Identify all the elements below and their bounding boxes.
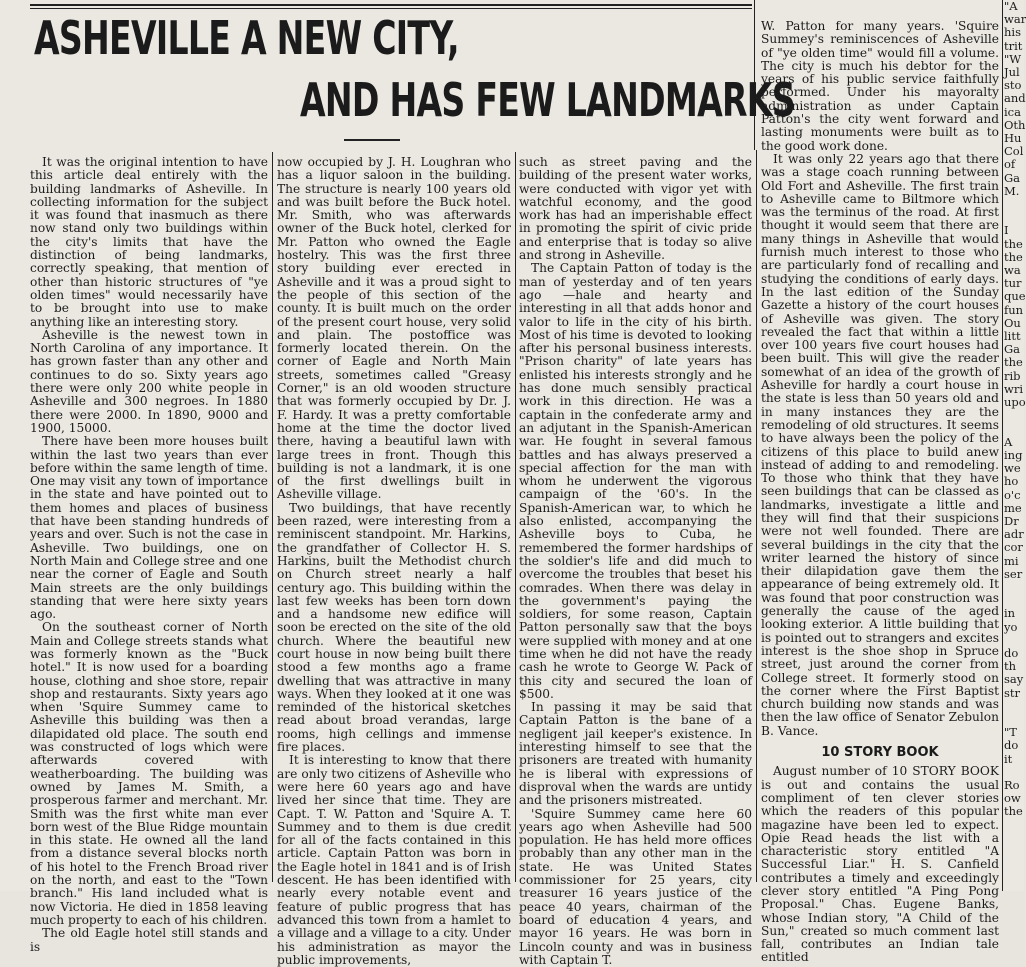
headline-separator	[344, 139, 400, 141]
edge-fragment-line: ica	[1004, 104, 1021, 119]
edge-fragment-line	[1004, 409, 1024, 422]
edge-fragment-line: que	[1004, 289, 1026, 304]
article-paragraph: 'Squire Summey came here 60 years ago when Asheville had 500 population. He has held more offices probably than any other man in the state. He was United States commissioner for 25 years, city treasurer 16 years justice of the peace 40 years, chairman of the board of education 4 years, and mayor 16 years. He was born in Lincoln county and was in business with Captain T.	[519, 806, 752, 967]
edge-fragment-line: Hu	[1004, 131, 1022, 146]
headline-line-1: ASHEVILLE A NEW CITY,	[34, 11, 459, 65]
edge-fragment-line: "T	[1004, 725, 1017, 740]
edge-fragment-line: trit	[1004, 38, 1023, 53]
column-rule-3	[756, 150, 757, 882]
article-column-3	[519, 155, 752, 967]
edge-fragment-line: do	[1004, 738, 1019, 753]
article-paragraph: W. Patton for many years. 'Squire Summey's reminiscences of Asheville of "ye olden time" would fill a volume. The city is much his debtor for the years of his public service faithfully performed. Under his mayoralty administration as under Captain Patton's the city went forward and lasting monuments were built as to the good work done.	[761, 19, 999, 153]
edge-fragment-line: fun	[1004, 302, 1024, 317]
edge-fragment-line: wri	[1004, 381, 1024, 396]
edge-fragment-line: "W	[1004, 51, 1022, 66]
article-paragraph: In passing it may be said that Captain Patton is the bane of a negligent jail keeper's existence. In interesting himself to see that the prisoners are treated with humanity he is liberal with expressions of disproval when the wards are untidy and the prisoners mistreated.	[519, 700, 752, 808]
edge-fragment-line	[1004, 700, 1024, 713]
headline-line-2: AND HAS FEW LANDMARKS	[300, 73, 795, 127]
edge-fragment-line: ing	[1004, 447, 1023, 462]
edge-fragment-line: str	[1004, 685, 1021, 700]
edge-fragment-line: wa	[1004, 263, 1021, 278]
edge-fragment-line: A	[1004, 434, 1013, 449]
edge-fragment-line: it	[1004, 751, 1013, 766]
edge-fragment-line: Jul	[1004, 65, 1020, 80]
edge-fragment-line	[1004, 634, 1024, 647]
article-paragraph: It was the original intention to have this article deal entirely with the building landmarks of Asheville. In collecting information for the subject it was found that inasmuch as there now stand only two buildings within the city's limits that have the distinction of being landmarks, correctly speaking, that mention of other than historic structures of "ye olden times" would necessarily have to be brought into use to make anything like an interesting story.	[30, 155, 268, 329]
edge-fragment-line: the	[1004, 804, 1023, 819]
edge-fragment-line: rib	[1004, 368, 1021, 383]
article-paragraph: now occupied by J. H. Loughran who has a liquor saloon in the building. The structure is nearly 100 years old and was built before the Buck hotel. Mr. Smith, who was afterwards owner of the Buck hotel, clerked for Mr. Patton who owned the Eagle hostelry. This was the first three story building ever erected in Asheville and it was a proud sight to the people of this section of the county. It is built much on the order of the present court house, very solid and plain. The postoffice was formerly located therein. On the corner of Eagle and North Main streets, sometimes called "Greasy Corner," is an old wooden structure that was formerly occupied by Dr. J. F. Hardy. It was a pretty comfortable home at the time the doctor lived there, having a beautiful lawn with large trees in front. Though this building is not a landmark, it is one of the first dwellings built in Asheville village.	[277, 155, 511, 502]
edge-fragment-line: I	[1004, 223, 1009, 238]
top-rule	[30, 4, 752, 6]
edge-fragment-line: Col	[1004, 144, 1024, 159]
edge-fragment-line: Oth	[1004, 117, 1026, 132]
article-column-2	[277, 155, 511, 967]
article-paragraph: On the southeast corner of North Main and College streets stands what was formerly known as the "Buck hotel." It is now used for a boarding house, clothing and shoe store, repair shop and restaurants. Sixty years ago when 'Squire Summey came to Asheville this building was then a dilapidated old place. The south end was constructed of logs which were afterwards covered with weatherboarding. The building was owned by James M. Smith, a prosperous farmer and merchant. Mr. Smith was the first white man ever born west of the Blue Ridge mountain in this state. He owned all the land from a distance several blocks north of his hotel to the French Broad river on the north, and east to the "Town branch." His land included what is now Victoria. He died in 1858 leaving much property to each of his children.	[30, 620, 268, 927]
edge-fragment-line: we	[1004, 461, 1021, 476]
edge-fragment-line: Dr	[1004, 513, 1019, 528]
edge-fragment-line: Ga	[1004, 342, 1021, 357]
edge-fragment-line: me	[1004, 500, 1022, 515]
edge-fragment-line: ser	[1004, 566, 1023, 581]
edge-fragment-line: the	[1004, 249, 1023, 264]
article-column-1	[30, 155, 268, 954]
edge-fragment-line: do	[1004, 645, 1019, 660]
article-paragraph: August number of 10 STORY BOOK is out and contains the usual compliment of ten clever stories which the readers of this popular magazine have been led to expect. Opie Read heads the list with a characteristic story entitled "A Successful Liar." H. S. Canfield contributes a timely and exceedingly clever story entitled "A Ping Pong Proposal." Chas. Eugene Banks, whose Indian story, "A Child of the Sun," created so much comment last fall, contributes an Indian tale entitled	[761, 764, 999, 965]
edge-fragment-line: cor	[1004, 540, 1023, 555]
edge-fragment-line: sto	[1004, 78, 1022, 93]
edge-fragment-line: and	[1004, 91, 1026, 106]
edge-fragment-line	[1004, 423, 1024, 436]
edge-fragment-line: th	[1004, 659, 1017, 674]
column-rule-2	[515, 152, 516, 882]
subhead-10-story-book: 10 STORY BOOK	[821, 745, 939, 761]
edge-fragment-line: ow	[1004, 791, 1021, 806]
edge-fragment-line: in	[1004, 606, 1016, 621]
article-paragraph: Two buildings, that have recently been razed, were interesting from a reminiscent standpoint. Mr. Harkins, the grandfather of Collector H. S. Harkins, built the Methodist church on Church street nearly a half century ago. This building within the last few weeks has been torn down and a handsome new edifice will soon be erected on the site of the old church. Where the beautiful new court house in now being built there stood a few months ago a frame dwelling that was attractive in many ways. When they looked at it one was reminded of the historical sketches read about broad verandas, large rooms, high cellings and immense fire places.	[277, 500, 511, 755]
edge-fragment-line: mi	[1004, 553, 1019, 568]
edge-fragment-line: ho	[1004, 474, 1019, 489]
edge-fragment-line: adr	[1004, 527, 1024, 542]
edge-fragment-line: Ro	[1004, 777, 1020, 792]
article-paragraph: such as street paving and the building of the present water works, were conducted with vigor yet with watchful economy, and the good work has had an imperishable effect in promoting the spirit of civic pride and enterprise that is today so alive and strong in Asheville.	[519, 155, 752, 263]
article-paragraph: There have been more houses built within the last two years than ever before within the same length of time. One may visit any town of importance in the state and have pointed out to them homes and places of business that have been standing hundreds of years and over. Such is not the case in Asheville. Two buildings, one on North Main and College stree and one near the corner of Eagle and South Main streets are the only buildings standing that were here sixty years ago.	[30, 434, 268, 622]
edge-fragment-line: yo	[1004, 619, 1018, 634]
edge-fragment-line	[1004, 766, 1024, 779]
edge-fragment-line: tur	[1004, 276, 1022, 291]
edge-fragment-line: say	[1004, 672, 1024, 687]
column-rule-1	[272, 152, 273, 882]
edge-fragment-line: "A	[1004, 0, 1018, 13]
edge-fragment-line: upo	[1004, 395, 1026, 410]
edge-fragment-line: the	[1004, 355, 1023, 370]
article-paragraph: Asheville is the newest town in North Carolina of any importance. It has grown faster than any other and continues to do so. Sixty years ago there were only 200 white people in Asheville and 300 negroes. In 1880 there were 2000. In 1890, 9000 and 1900, 15000.	[30, 327, 268, 435]
edge-fragment-line: Ga	[1004, 170, 1021, 185]
adjacent-column-fragment	[1004, 0, 1024, 891]
edge-fragment-line: o'c	[1004, 487, 1021, 502]
edge-fragment-line: of	[1004, 157, 1016, 172]
edge-fragment-line: Ou	[1004, 315, 1021, 330]
edge-fragment-line: M.	[1004, 183, 1020, 198]
article-paragraph: It was only 22 years ago that there was a stage coach running between Old Fort and Asheville. The first train to Asheville came to Biltmore which was the terminus of the road. At first thought it would seem that there are many things in Asheville that would furnish much interest to those who are particularly fond of recalling and studying the conditions of early days. In the last edition of the Sunday Gazette a history of the court houses of Asheville was given. The story revealed the fact that within a little over 100 years five court houses had been built. This will give the reader somewhat of an idea of the growth of Asheville for hardly a court house in the state is less than 50 years old and in many instances they are the remodeling of old structures. It seems to have always been the policy of the citizens of this place to build anew instead of adding to and remodeling. To those who think that they have seen buildings that can be classed as landmarks, investigate a little and they will find that their suspicions were not well founded. There are several buildings in the city that the writer learned the history of since their dilapidation gave them the appearance of being extremely old. It was found that poor construction was generally the cause of the aged looking exterior. A little building that is pointed out to strangers and excites interest is the shoe shop in Spruce street, just around the corner from College street. It formerly stood on the corner where the First Baptist church building now stands and was then the law office of Senator Zebulon B. Vance.	[761, 151, 999, 738]
article-paragraph: The old Eagle hotel still stands and is	[30, 926, 268, 954]
edge-fragment-line: litt	[1004, 329, 1021, 344]
column-rule-4	[1002, 0, 1003, 891]
edge-fragment-line: his	[1004, 25, 1021, 40]
article-column-4	[761, 19, 999, 965]
edge-fragment-line: war	[1004, 12, 1026, 27]
edge-fragment-line: the	[1004, 236, 1023, 251]
article-paragraph: The Captain Patton of today is the man of yesterday and of ten years ago —hale and hearty and interesting in all that adds honor and valor to life in the city of his birth. Most of his time is devoted to looking after his personal business interests. "Prison charity" of late years has enlisted his interests strongly and he has done much sensibly practical work in this direction. He was a captain in the confederate army and an adjutant in the Spanish-American war. He fought in several famous battles and has always preserved a special affection for the man with whom he underwent the vigorous campaign of the '60's. In the Spanish-American war, to which he also enlisted, accompanying the Asheville boys to Cuba, he remembered the former hardships of the soldier's life and did much to overcome the troubles that beset his comrades. When there was delay in the government's paying the soldiers, for some reason, Captain Patton personally saw that the boys were supplied with money and at one time when he did not have the ready cash he wrote to George W. Pack of this city and secured the loan of $500.	[519, 261, 752, 701]
article-paragraph: It is interesting to know that there are only two citizens of Asheville who were here 60 years ago and have lived her since that time. They are Capt. T. W. Patton and 'Squire A. T. Summey and to them is due credit for all of the facts contained in this article. Captain Patton was born in the Eagle hotel in 1841 and is of Irish descent. He has been identified with nearly every notable event and feature of public progress that has advanced this town from a hamlet to a village and a village to a city. Under his administration as mayor the public improvements,	[277, 753, 511, 967]
